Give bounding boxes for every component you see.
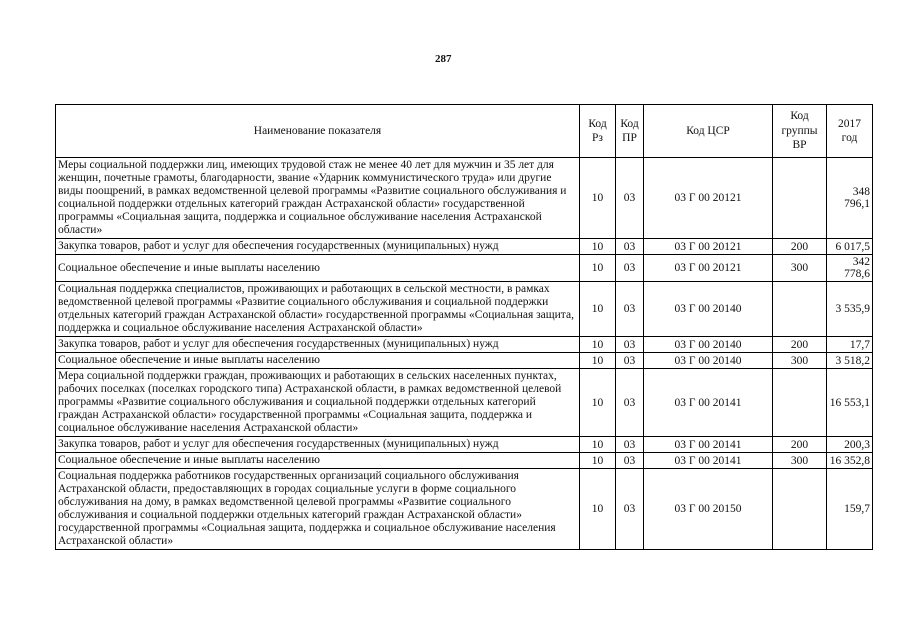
row-rz: 10 [580,469,616,550]
row-name: Меры социальной поддержки лиц, имеющих трудовой стаж не менее 40 лет для мужчин и 35 лет для женщин, почетные грамоты, благодарности, звание «Ударник коммунистического труда» или другие виды поощрений, в рамках ведомственной целевой программы «Развитие социального обслуживания и социальной поддержки отдельных категорий граждан Астраханской области» государственной программы «Социальная защита, поддержка и социальное обслуживание населения Астраханской области» [56,158,580,239]
row-pr: 03 [616,453,644,469]
row-pr: 03 [616,255,644,282]
row-name: Социальное обеспечение и иные выплаты населению [56,453,580,469]
row-value: 17,7 [827,337,873,353]
header-vr: Код группы ВР [773,105,827,158]
row-csr: 03 Г 00 20150 [644,469,773,550]
row-pr: 03 [616,469,644,550]
row-rz: 10 [580,353,616,369]
row-value: 6 017,5 [827,239,873,255]
row-pr: 03 [616,158,644,239]
row-pr: 03 [616,369,644,437]
row-vr: 200 [773,337,827,353]
table-row [56,255,873,282]
budget-table [55,104,873,550]
table-row [56,239,873,255]
table-row [56,453,873,469]
header-name: Наименование показателя [56,105,580,158]
row-rz: 10 [580,158,616,239]
row-csr: 03 Г 00 20140 [644,282,773,337]
row-name: Закупка товаров, работ и услуг для обеспечения государственных (муниципальных) нужд [56,437,580,453]
table-row [56,437,873,453]
row-vr [773,158,827,239]
row-vr [773,282,827,337]
header-row [56,105,873,158]
row-value: 348 796,1 [827,158,873,239]
row-vr: 300 [773,353,827,369]
header-csr: Код ЦСР [644,105,773,158]
row-name: Закупка товаров, работ и услуг для обеспечения государственных (муниципальных) нужд [56,337,580,353]
page-number: 287 [435,53,452,65]
row-value: 3 518,2 [827,353,873,369]
row-vr: 300 [773,255,827,282]
row-value: 16 352,8 [827,453,873,469]
row-pr: 03 [616,282,644,337]
row-value: 159,7 [827,469,873,550]
row-name: Социальная поддержка специалистов, проживающих и работающих в сельской местности, в рамках ведомственной целевой программы «Развитие социального обслуживания и социальной поддержки отдельных категорий граждан Астраханской области» государственной программы «Социальная защита, поддержка и социальное обслуживание населения Астраханской области» [56,282,580,337]
row-rz: 10 [580,337,616,353]
row-csr: 03 Г 00 20140 [644,353,773,369]
table-row [56,369,873,437]
row-name: Социальное обеспечение и иные выплаты населению [56,353,580,369]
row-value: 342 778,6 [827,255,873,282]
header-pr: Код ПР [616,105,644,158]
row-vr [773,469,827,550]
row-rz: 10 [580,437,616,453]
table-row [56,353,873,369]
row-name: Мера социальной поддержки граждан, проживающих и работающих в сельских населенных пунктах, рабочих поселках (поселках городского типа) Астраханской области, в рамках ведомственной целевой программы «Развитие социального обслуживания и социальной поддержки отдельных категорий граждан Астраханской области» государственной программы «Социальная защита, поддержка и социальное обслуживание населения Астраханской области» [56,369,580,437]
row-csr: 03 Г 00 20140 [644,337,773,353]
row-rz: 10 [580,255,616,282]
row-csr: 03 Г 00 20141 [644,369,773,437]
row-pr: 03 [616,239,644,255]
row-vr: 200 [773,437,827,453]
row-csr: 03 Г 00 20121 [644,158,773,239]
row-csr: 03 Г 00 20141 [644,453,773,469]
table-row [56,158,873,239]
row-rz: 10 [580,369,616,437]
row-rz: 10 [580,282,616,337]
row-pr: 03 [616,337,644,353]
row-rz: 10 [580,453,616,469]
row-vr [773,369,827,437]
table-row [56,469,873,550]
row-value: 16 553,1 [827,369,873,437]
row-csr: 03 Г 00 20141 [644,437,773,453]
row-rz: 10 [580,239,616,255]
header-year: 2017 год [827,105,873,158]
row-csr: 03 Г 00 20121 [644,239,773,255]
row-pr: 03 [616,353,644,369]
row-csr: 03 Г 00 20121 [644,255,773,282]
row-name: Закупка товаров, работ и услуг для обеспечения государственных (муниципальных) нужд [56,239,580,255]
row-pr: 03 [616,437,644,453]
table-row [56,337,873,353]
row-name: Социальная поддержка работников государственных организаций социального обслуживания Астраханской области, предоставляющих в городах социальные услуги в форме социального обслуживания на дому, в рамках ведомственной целевой программы «Развитие социального обслуживания и социальной поддержки отдельных категорий граждан Астраханской области» государственной программы «Социальная защита, поддержка и социальное обслуживание населения Астраханской области» [56,469,580,550]
row-value: 200,3 [827,437,873,453]
row-vr: 300 [773,453,827,469]
row-vr: 200 [773,239,827,255]
row-name: Социальное обеспечение и иные выплаты населению [56,255,580,282]
header-rz: Код Рз [580,105,616,158]
row-value: 3 535,9 [827,282,873,337]
table-row [56,282,873,337]
